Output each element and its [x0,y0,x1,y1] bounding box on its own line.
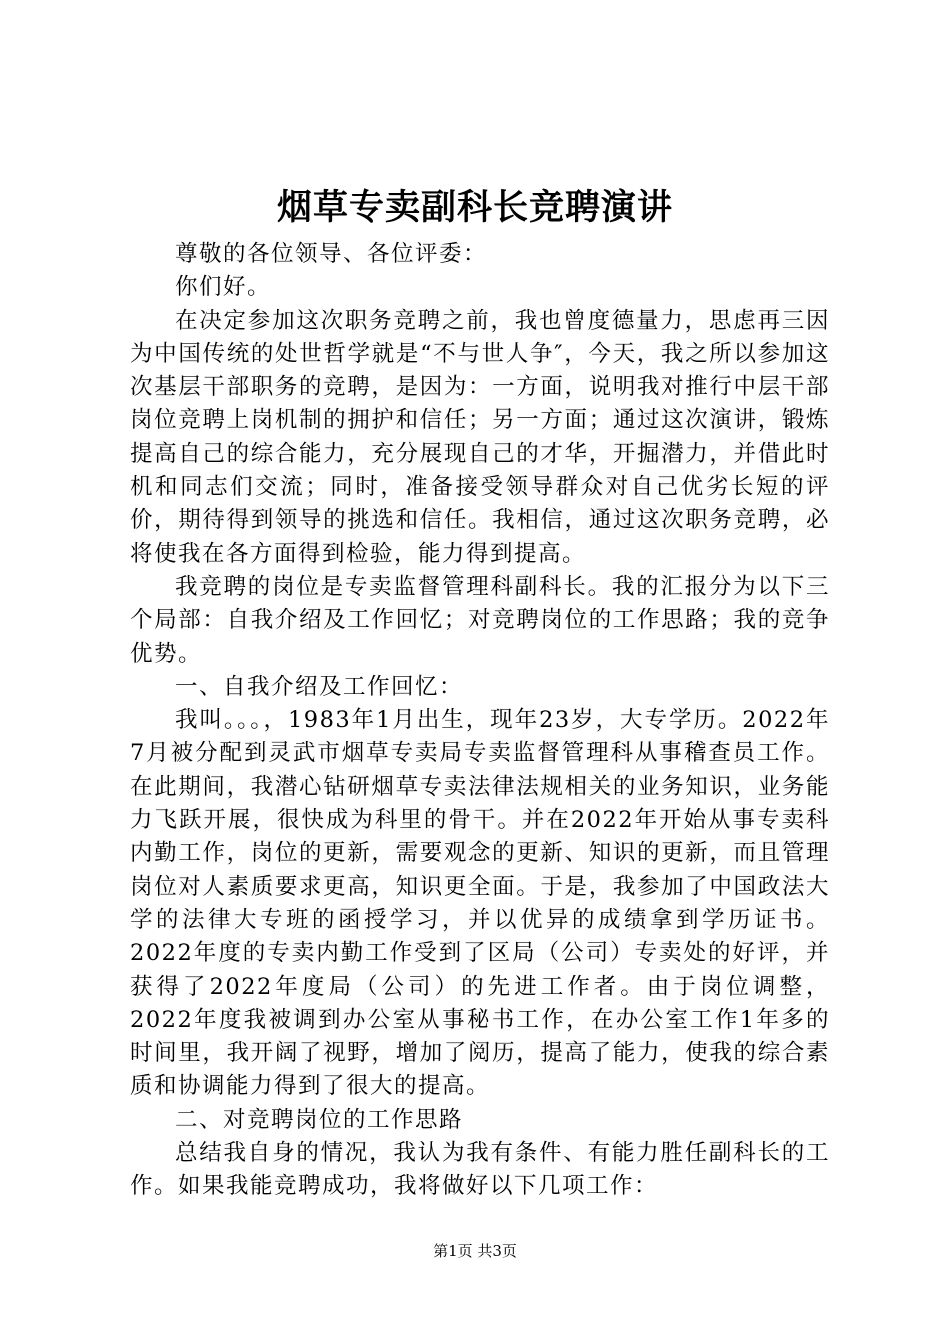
section-heading-2: 二、对竞聘岗位的工作思路 [175,1106,464,1133]
paragraph-position: 我竞聘的岗位是专卖监督管理科副科长。我的汇报分为以下三个局部：自我介绍及工作回忆；对竞聘岗位的工作思路；我的竞争优势。 [130,573,830,667]
page-number: 第1页 共3页 [433,1242,517,1260]
salutation: 尊敬的各位领导、各位评委： [175,241,488,267]
paragraph-motivation: 在决定参加这次职务竞聘之前，我也曾度德量力，思虑再三因为中国传统的处世哲学就是“不与世人争″，今天，我之所以参加这次基层干部职务的竞聘，是因为：一方面，说明我对推行中层干部岗位竞聘上岗机制的拥护和信任；另一方面；通过这次演讲，锻炼提高自己的综合能力，充分展现自己的才华，开掘潜力，并借此时机和同志们交流；同时，准备接受领导群众对自己优劣长短的评价，期待得到领导的挑选和信任。我相信，通过这次职务竞聘，必将使我在各方面得到检验，能力得到提高。 [130,307,830,567]
document-body [130,238,830,1204]
greeting: 你们好。 [175,274,272,301]
document-title: 烟草专卖副科长竞聘演讲 [276,187,673,228]
paragraph-self-intro: 我叫。。。，1983年1月出生，现年23岁，大专学历。2022年7月被分配到灵武市烟草专卖局专卖监督管理科从事稽查员工作。在此期间，我潜心钻研烟草专卖法律法规相关的业务知识，业务能力飞跃开展，很快成为科里的骨干。并在2022年开始从事专卖科内勤工作，岗位的更新，需要观念的更新、知识的更新，而且管理岗位对人素质要求更高，知识更全面。于是，我参加了中国政法大学的法律大专班的函授学习，并以优异的成绩拿到学历证书。2022年度的专卖内勤工作受到了区局（公司）专卖处的好评，并获得了2022年度局（公司）的先进工作者。由于岗位调整，2022年度我被调到办公室从事秘书工作，在办公室工作1年多的时间里，我开阔了视野，增加了阅历，提高了能力，使我的综合素质和协调能力得到了很大的提高。 [130,707,830,1100]
section-heading-1: 一、自我介绍及工作回忆： [175,673,464,700]
paragraph-work-plan: 总结我自身的情况，我认为我有条件、有能力胜任副科长的工作。如果我能竞聘成功，我将做好以下几项工作： [130,1140,830,1200]
